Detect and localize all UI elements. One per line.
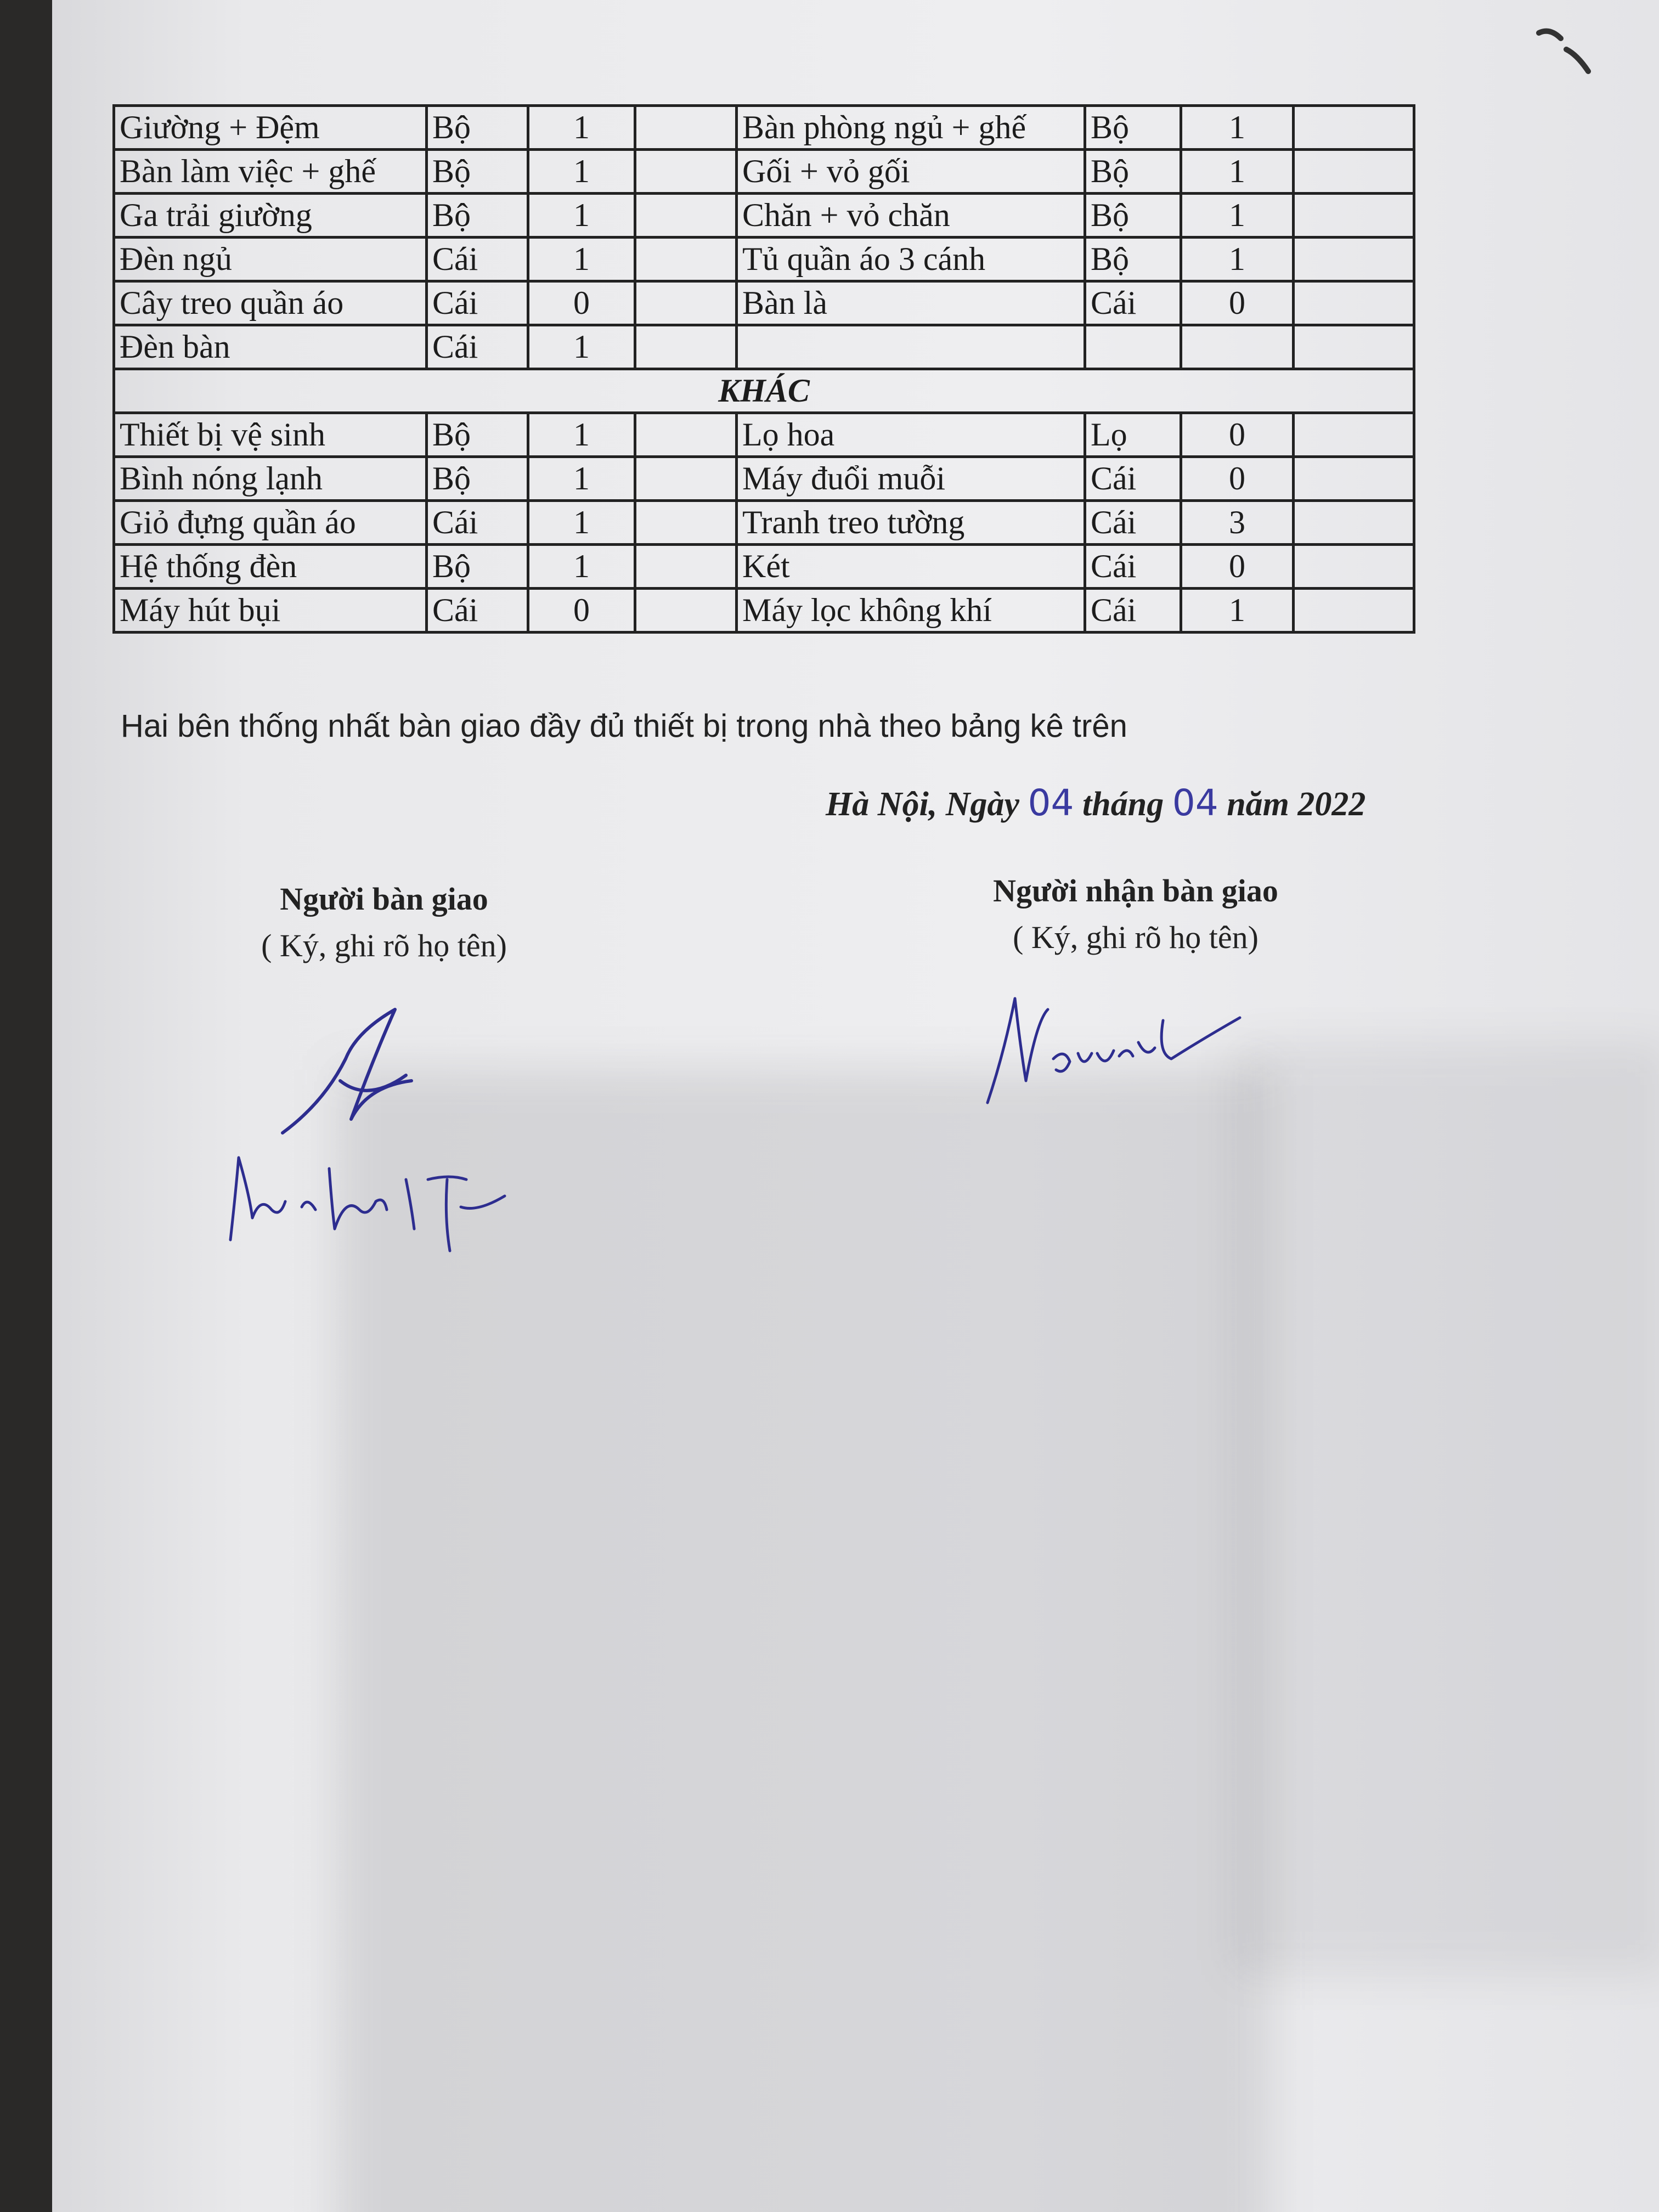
item-unit: Bộ (427, 194, 528, 238)
item-note (635, 457, 737, 501)
item-unit: Cái (427, 238, 528, 281)
item-unit: Cái (1085, 501, 1181, 545)
item-name: Giường + Đệm (114, 106, 427, 150)
item-quantity: 3 (1181, 501, 1294, 545)
handover-handwritten-name (219, 1147, 516, 1256)
item-unit: Bộ (1085, 150, 1181, 194)
table-row (114, 150, 1414, 194)
item-note (635, 150, 737, 194)
item-quantity: 0 (1181, 545, 1294, 589)
item-name: Bàn làm việc + ghế (114, 150, 427, 194)
section-title: KHÁC (114, 369, 1414, 413)
receiver-signature-block (927, 872, 1344, 956)
equipment-table (112, 104, 1415, 634)
item-quantity: 1 (1181, 194, 1294, 238)
item-unit: Cái (1085, 457, 1181, 501)
item-unit: Cái (427, 589, 528, 633)
item-unit: Bộ (427, 545, 528, 589)
receiver-role: Người nhận bàn giao (993, 873, 1278, 909)
item-unit: Bộ (427, 457, 528, 501)
item-quantity: 0 (1181, 281, 1294, 325)
item-note (1294, 457, 1414, 501)
item-unit: Bộ (427, 106, 528, 150)
item-quantity: 1 (528, 106, 635, 150)
item-quantity: 1 (528, 545, 635, 589)
item-quantity: 1 (528, 325, 635, 369)
item-note (635, 238, 737, 281)
item-note (635, 501, 737, 545)
item-name: Hệ thống đèn (114, 545, 427, 589)
item-note (635, 325, 737, 369)
item-note (1294, 238, 1414, 281)
item-name: Két (737, 545, 1085, 589)
table-row (114, 545, 1414, 589)
item-note (1294, 545, 1414, 589)
item-unit (1085, 325, 1181, 369)
item-note (1294, 106, 1414, 150)
item-name: Máy lọc không khí (737, 589, 1085, 633)
table-row (114, 413, 1414, 457)
handwritten-day: 04 (1028, 782, 1074, 824)
item-note (1294, 150, 1414, 194)
item-unit: Bộ (1085, 194, 1181, 238)
item-name: Chăn + vỏ chăn (737, 194, 1085, 238)
item-name: Thiết bị vệ sinh (114, 413, 427, 457)
handover-signature-block (192, 881, 576, 964)
item-name: Đèn bàn (114, 325, 427, 369)
item-note (635, 106, 737, 150)
pen-mark (1533, 16, 1599, 77)
item-quantity: 1 (1181, 238, 1294, 281)
table-row (114, 589, 1414, 633)
table-row (114, 281, 1414, 325)
date-line (826, 782, 1365, 824)
item-name: Ga trải giường (114, 194, 427, 238)
item-quantity: 0 (1181, 457, 1294, 501)
item-quantity: 1 (528, 238, 635, 281)
section-row (114, 369, 1414, 413)
item-unit: Cái (1085, 545, 1181, 589)
item-quantity: 1 (528, 457, 635, 501)
item-name: Đèn ngủ (114, 238, 427, 281)
item-quantity: 0 (528, 589, 635, 633)
item-quantity: 1 (1181, 589, 1294, 633)
item-name: Tủ quần áo 3 cánh (737, 238, 1085, 281)
item-note (1294, 281, 1414, 325)
item-note (635, 589, 737, 633)
item-unit: Cái (427, 325, 528, 369)
item-name: Tranh treo tường (737, 501, 1085, 545)
equipment-rows (114, 106, 1414, 369)
date-year: năm 2022 (1227, 786, 1366, 823)
item-name: Gối + vỏ gối (737, 150, 1085, 194)
item-quantity (1181, 325, 1294, 369)
item-name: Máy đuổi muỗi (737, 457, 1085, 501)
item-quantity: 1 (528, 194, 635, 238)
item-note (1294, 325, 1414, 369)
table-row (114, 325, 1414, 369)
item-quantity: 0 (528, 281, 635, 325)
item-name: Bàn là (737, 281, 1085, 325)
item-quantity: 1 (528, 150, 635, 194)
item-quantity: 1 (1181, 106, 1294, 150)
agreement-statement: Hai bên thống nhất bàn giao đầy đủ thiết bị trong nhà theo bảng kê trên (121, 708, 1127, 744)
item-note (1294, 589, 1414, 633)
item-quantity: 1 (528, 501, 635, 545)
item-name: Lọ hoa (737, 413, 1085, 457)
other-equipment-rows (114, 413, 1414, 633)
item-quantity: 0 (1181, 413, 1294, 457)
item-note (635, 413, 737, 457)
item-unit: Lọ (1085, 413, 1181, 457)
handover-role: Người bàn giao (280, 881, 488, 917)
item-quantity: 1 (1181, 150, 1294, 194)
table-row (114, 238, 1414, 281)
handover-signature-mark (274, 998, 428, 1141)
item-name: Bàn phòng ngủ + ghế (737, 106, 1085, 150)
item-note (635, 194, 737, 238)
item-note (1294, 413, 1414, 457)
item-name (737, 325, 1085, 369)
receiver-instruction: ( Ký, ghi rõ họ tên) (1013, 919, 1259, 955)
table-row (114, 106, 1414, 150)
date-prefix: Hà Nội, Ngày (826, 786, 1020, 823)
item-unit: Bộ (427, 413, 528, 457)
handover-instruction: ( Ký, ghi rõ họ tên) (261, 928, 507, 963)
item-quantity: 1 (528, 413, 635, 457)
table-row (114, 194, 1414, 238)
item-unit: Bộ (1085, 106, 1181, 150)
item-note (635, 281, 737, 325)
item-note (635, 545, 737, 589)
item-unit: Cái (1085, 589, 1181, 633)
table-row (114, 501, 1414, 545)
item-unit: Cái (1085, 281, 1181, 325)
date-month-label: tháng (1082, 786, 1164, 823)
item-unit: Bộ (1085, 238, 1181, 281)
handwritten-month: 04 (1172, 782, 1218, 824)
table-row (114, 457, 1414, 501)
item-unit: Cái (427, 501, 528, 545)
item-name: Máy hút bụi (114, 589, 427, 633)
shadow-region (1232, 1042, 1659, 1975)
item-note (1294, 501, 1414, 545)
item-unit: Bộ (427, 150, 528, 194)
receiver-signature-mark (982, 988, 1245, 1108)
item-name: Giỏ đựng quần áo (114, 501, 427, 545)
item-note (1294, 194, 1414, 238)
item-name: Bình nóng lạnh (114, 457, 427, 501)
item-unit: Cái (427, 281, 528, 325)
item-name: Cây treo quần áo (114, 281, 427, 325)
